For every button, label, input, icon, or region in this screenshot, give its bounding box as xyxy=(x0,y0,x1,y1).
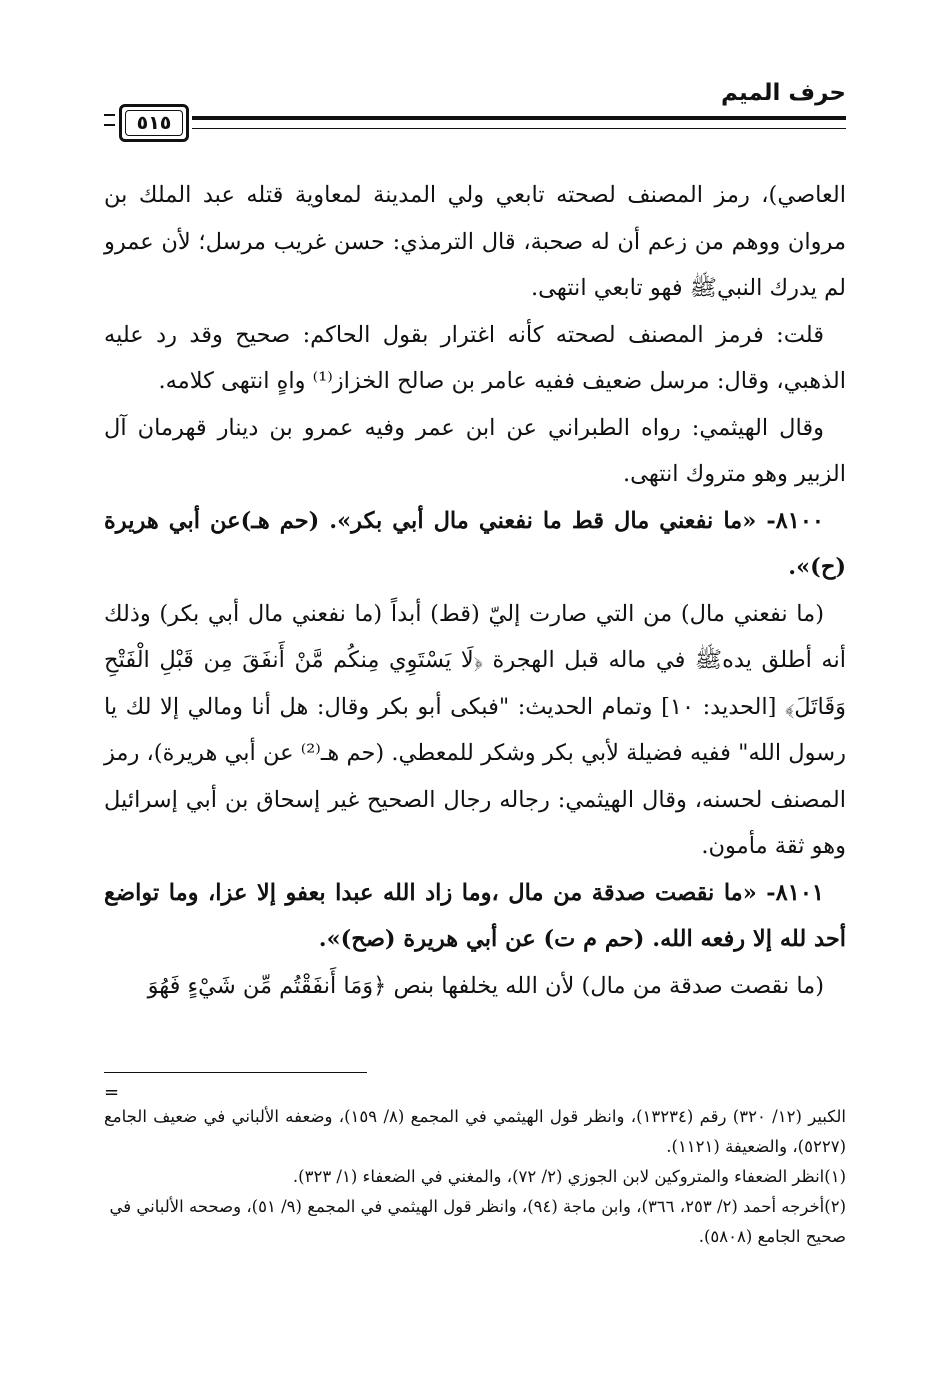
header-rule-tick xyxy=(104,114,115,126)
hadith-8100: ٨١٠٠- «ما نفعني مال قط ما نفعني مال أبي بكر». (حم هـ)عن أبي هريرة (ح)». xyxy=(104,507,846,580)
paragraph-commentary-3: وقال الهيثمي: رواه الطبراني عن ابن عمر وفيه عمرو بن دينار قهرمان آل الزبير وهو متروك انتهى. xyxy=(104,414,846,487)
header-double-rule xyxy=(192,116,846,129)
footnotes xyxy=(104,1102,846,1252)
footnote-continuation: الكبير (١٢/ ٣٢٠) رقم (١٣٢٣٤)، وانظر قول الهيثمي في المجمع (٨/ ١٥٩)، وضعفه الألباني في ضعيف الجامع (٥٢٢٧)، والضعيفة (١١٢١). xyxy=(104,1107,847,1156)
footnote-continuation-marker: = xyxy=(104,1082,120,1103)
paragraph-commentary-1: العاصي)، رمز المصنف لصحته تابعي ولي المدينة لمعاوية قتله عبد الملك بن مروان ووهم من زعم أن له صحبة، قال الترمذي: حسن غريب مرسل؛ لأن عمرو لم يدرك النبيﷺ فهو تابعي انتهى. xyxy=(104,182,846,301)
page-number: ٥١٥ xyxy=(125,110,183,136)
paragraph-commentary-8101: (ما نقصت صدقة من مال) لأن الله يخلفها بنص ﴿وَمَا أَنفَقْتُم مِّن شَيْءٍ فَهُوَ xyxy=(147,972,824,999)
page-header xyxy=(104,72,846,152)
footnote-separator xyxy=(104,1072,367,1073)
paragraph-commentary-8100: (ما نفعني مال) من التي صارت إليّ (قط) أبداً (ما نفعني مال أبي بكر) وذلك أنه أطلق يدهﷺ في ماله قبل الهجرة ﴿لَا يَسْتَوِي مِنكُم مَّنْ أَنفَقَ مِن قَبْلِ الْفَتْحِ وَقَاتَلَ﴾ [الحديد: ١٠] وتمام الحديث: "فبكى أبو بكر وقال: هل أنا ومالي إلا لك يا رسول الله" ففيه فضيلة لأبي بكر وشكر للمعطي. (حم هـ⁽²⁾ عن أبي هريرة)، رمز المصنف لحسنه، وقال الهيثمي: رجاله رجال الصحيح غير إسحاق بن أبي إسرائيل وهو ثقة مأمون. xyxy=(104,600,846,859)
paragraph-commentary-2: قلت: فرمز المصنف لصحته كأنه اغترار بقول الحاكم: صحيح وقد رد عليه الذهبي، وقال: مرسل ضعيف ففيه عامر بن صالح الخزاز⁽¹⁾ واهٍ انتهى كلامه. xyxy=(104,321,846,394)
page-number-frame xyxy=(119,104,189,142)
footnote-2: (٢)أخرجه أحمد (٢/ ٢٥٣، ٣٦٦)، وابن ماجة (٩٤)، وانظر قول الهيثمي في المجمع (٩/ ٥١)، وصححه الألباني في صحيح الجامع (٥٨٠٨). xyxy=(109,1197,846,1246)
book-page xyxy=(104,72,846,1372)
hadith-8101: ٨١٠١- «ما نقصت صدقة من مال ،وما زاد الله عبدا بعفو إلا عزا، وما تواضع أحد لله إلا رفعه الله. (حم م ت) عن أبي هريرة (صح)». xyxy=(104,879,846,952)
footnote-1: (١)انظر الضعفاء والمتروكين لابن الجوزي (٢/ ٧٢)، والمغني في الضعفاء (١/ ٣٢٣). xyxy=(292,1167,846,1186)
main-text xyxy=(104,172,846,1009)
running-title: حرف الميم xyxy=(721,80,846,106)
